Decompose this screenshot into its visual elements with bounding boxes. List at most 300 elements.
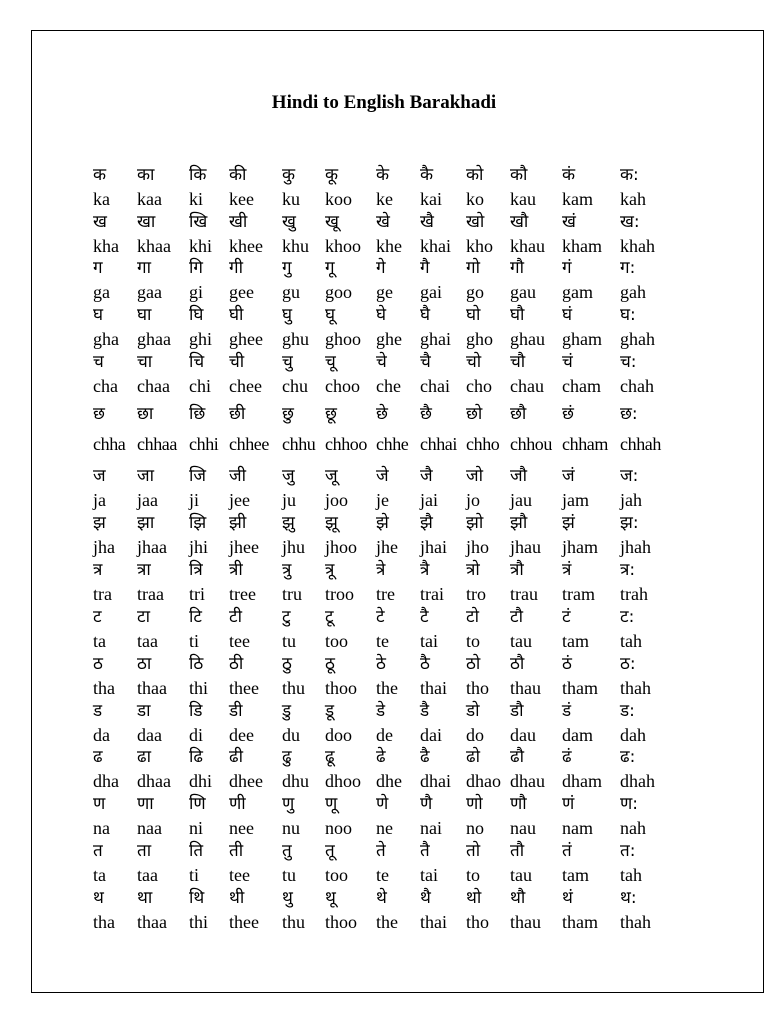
english-transliteration: goo bbox=[325, 282, 352, 302]
english-transliteration: chai bbox=[420, 376, 450, 396]
english-transliteration: thai bbox=[420, 912, 447, 932]
hindi-syllable: थु bbox=[282, 888, 293, 908]
english-transliteration: the bbox=[376, 912, 398, 932]
hindi-syllable: तै bbox=[420, 841, 430, 861]
hindi-syllable: की bbox=[229, 165, 247, 185]
hindi-syllable: ड bbox=[93, 701, 103, 721]
hindi-syllable: घा bbox=[137, 305, 152, 325]
english-transliteration: choo bbox=[325, 376, 360, 396]
english-transliteration: ke bbox=[376, 189, 393, 209]
hindi-syllable: छं bbox=[562, 404, 574, 424]
hindi-syllable: ति bbox=[189, 841, 204, 861]
english-transliteration: jhau bbox=[510, 537, 541, 557]
english-transliteration: te bbox=[376, 631, 389, 651]
english-transliteration: ti bbox=[189, 865, 200, 885]
hindi-syllable: गे bbox=[376, 258, 386, 278]
english-transliteration: ghi bbox=[189, 329, 213, 349]
hindi-syllable: ठू bbox=[325, 654, 335, 674]
english-transliteration: khe bbox=[376, 236, 402, 256]
hindi-syllable: झो bbox=[466, 513, 484, 533]
english-transliteration: ghu bbox=[282, 329, 309, 349]
english-transliteration: dau bbox=[510, 725, 536, 745]
hindi-syllable: छु bbox=[282, 404, 294, 424]
hindi-syllable: तौ bbox=[510, 841, 525, 861]
hindi-syllable: खै bbox=[420, 212, 434, 232]
hindi-syllable: णो bbox=[466, 794, 483, 814]
hindi-syllable: थी bbox=[229, 888, 245, 908]
hindi-syllable: णे bbox=[376, 794, 389, 814]
hindi-syllable: झौ bbox=[510, 513, 528, 533]
english-transliteration: traa bbox=[137, 584, 164, 604]
english-transliteration: chah bbox=[620, 376, 654, 396]
english-transliteration: chham bbox=[562, 434, 608, 454]
hindi-syllable: ढी bbox=[229, 747, 243, 767]
english-transliteration: khah bbox=[620, 236, 655, 256]
english-transliteration: kee bbox=[229, 189, 254, 209]
english-transliteration: chau bbox=[510, 376, 544, 396]
hindi-syllable: थं bbox=[562, 888, 573, 908]
hindi-syllable: चि bbox=[189, 352, 205, 372]
english-transliteration: di bbox=[189, 725, 204, 745]
english-transliteration: chhaa bbox=[137, 434, 177, 454]
hindi-syllable: जी bbox=[229, 466, 247, 486]
hindi-syllable: छो bbox=[466, 404, 483, 424]
english-transliteration: tro bbox=[466, 584, 486, 604]
english-transliteration: thau bbox=[510, 912, 541, 932]
english-transliteration: ju bbox=[282, 490, 297, 510]
english-transliteration: khaa bbox=[137, 236, 171, 256]
hindi-syllable: ठे bbox=[376, 654, 386, 674]
english-transliteration: dah bbox=[620, 725, 646, 745]
english-transliteration: tho bbox=[466, 678, 490, 698]
english-transliteration: dham bbox=[562, 771, 602, 791]
english-transliteration: chha bbox=[93, 434, 126, 454]
english-transliteration: ti bbox=[189, 631, 200, 651]
english-transliteration: dhee bbox=[229, 771, 263, 791]
english-transliteration: thi bbox=[189, 912, 209, 932]
english-transliteration: ta bbox=[93, 865, 106, 885]
english-transliteration: kha bbox=[93, 236, 119, 256]
english-transliteration: thi bbox=[189, 678, 209, 698]
hindi-syllable: ठ bbox=[93, 654, 103, 674]
english-transliteration: te bbox=[376, 865, 389, 885]
english-transliteration: trai bbox=[420, 584, 444, 604]
hindi-syllable: ग bbox=[93, 258, 103, 278]
english-transliteration: thu bbox=[282, 912, 306, 932]
english-transliteration: jhu bbox=[282, 537, 306, 557]
hindi-syllable: त bbox=[93, 841, 103, 861]
hindi-syllable: त: bbox=[620, 841, 636, 861]
hindi-syllable: त्र bbox=[93, 560, 103, 580]
english-transliteration: cho bbox=[466, 376, 492, 396]
hindi-syllable: जू bbox=[325, 466, 338, 486]
hindi-syllable: त्रै bbox=[420, 560, 430, 580]
english-transliteration: tho bbox=[466, 912, 490, 932]
hindi-syllable: णै bbox=[420, 794, 433, 814]
english-transliteration: thah bbox=[620, 912, 651, 932]
hindi-syllable: जा bbox=[137, 466, 155, 486]
hindi-syllable: ढो bbox=[466, 747, 480, 767]
english-transliteration: nau bbox=[510, 818, 536, 838]
english-transliteration: tah bbox=[620, 631, 642, 651]
english-transliteration: do bbox=[466, 725, 484, 745]
english-transliteration: jham bbox=[562, 537, 598, 557]
english-transliteration: ki bbox=[189, 189, 204, 209]
english-transliteration: dhai bbox=[420, 771, 451, 791]
hindi-syllable: ड: bbox=[620, 701, 635, 721]
hindi-syllable: झु bbox=[282, 513, 295, 533]
hindi-syllable: घौ bbox=[510, 305, 525, 325]
english-transliteration: khu bbox=[282, 236, 309, 256]
hindi-syllable: जै bbox=[420, 466, 433, 486]
english-transliteration: gau bbox=[510, 282, 536, 302]
english-transliteration: ghah bbox=[620, 329, 655, 349]
hindi-syllable: टि bbox=[189, 607, 202, 627]
english-transliteration: je bbox=[376, 490, 389, 510]
hindi-syllable: कु bbox=[282, 165, 296, 185]
hindi-syllable: ण: bbox=[620, 794, 639, 814]
hindi-syllable: ठु bbox=[282, 654, 292, 674]
english-transliteration: jhai bbox=[420, 537, 447, 557]
english-transliteration: tri bbox=[189, 584, 205, 604]
hindi-syllable: ठौ bbox=[510, 654, 525, 674]
hindi-syllable: खू bbox=[325, 212, 339, 232]
english-transliteration: kaa bbox=[137, 189, 162, 209]
english-transliteration: chhi bbox=[189, 434, 219, 454]
hindi-syllable: क: bbox=[620, 165, 639, 185]
english-transliteration: jho bbox=[466, 537, 490, 557]
english-transliteration: tha bbox=[93, 912, 115, 932]
hindi-syllable: त्रा bbox=[137, 560, 151, 580]
hindi-syllable: घो bbox=[466, 305, 481, 325]
hindi-syllable: त्रु bbox=[282, 560, 292, 580]
hindi-syllable: गौ bbox=[510, 258, 524, 278]
english-transliteration: thoo bbox=[325, 678, 358, 698]
hindi-syllable: डु bbox=[282, 701, 292, 721]
hindi-syllable: डी bbox=[229, 701, 243, 721]
english-transliteration: jhe bbox=[376, 537, 398, 557]
hindi-syllable: ढं bbox=[562, 747, 572, 767]
hindi-syllable: त्री bbox=[229, 560, 243, 580]
english-transliteration: doo bbox=[325, 725, 352, 745]
english-transliteration: ghe bbox=[376, 329, 402, 349]
hindi-syllable: क bbox=[93, 165, 107, 185]
hindi-syllable: चु bbox=[282, 352, 293, 372]
hindi-syllable: झे bbox=[376, 513, 389, 533]
english-transliteration: tee bbox=[229, 865, 250, 885]
english-transliteration: dhao bbox=[466, 771, 501, 791]
hindi-syllable: ठं bbox=[562, 654, 572, 674]
english-transliteration: gah bbox=[620, 282, 646, 302]
english-transliteration: khi bbox=[189, 236, 213, 256]
english-transliteration: gha bbox=[93, 329, 119, 349]
hindi-syllable: को bbox=[466, 165, 484, 185]
english-transliteration: cham bbox=[562, 376, 601, 396]
hindi-syllable: खो bbox=[466, 212, 485, 232]
english-transliteration: jhoo bbox=[325, 537, 358, 557]
hindi-syllable: ठो bbox=[466, 654, 481, 674]
hindi-syllable: कं bbox=[562, 165, 576, 185]
hindi-syllable: ती bbox=[229, 841, 244, 861]
hindi-syllable: टौ bbox=[510, 607, 523, 627]
hindi-syllable: थ bbox=[93, 888, 104, 908]
hindi-syllable: ठी bbox=[229, 654, 244, 674]
hindi-syllable: ट: bbox=[620, 607, 635, 627]
english-transliteration: kam bbox=[562, 189, 593, 209]
english-transliteration: gee bbox=[229, 282, 254, 302]
hindi-syllable: चे bbox=[376, 352, 387, 372]
english-transliteration: da bbox=[93, 725, 110, 745]
hindi-syllable: गी bbox=[229, 258, 243, 278]
english-transliteration: thu bbox=[282, 678, 306, 698]
hindi-syllable: का bbox=[137, 165, 155, 185]
english-transliteration: chho bbox=[466, 434, 500, 454]
english-transliteration: chaa bbox=[137, 376, 170, 396]
hindi-syllable: खु bbox=[282, 212, 296, 232]
english-transliteration: dhah bbox=[620, 771, 655, 791]
hindi-syllable: थौ bbox=[510, 888, 526, 908]
hindi-syllable: डं bbox=[562, 701, 572, 721]
english-transliteration: ga bbox=[93, 282, 110, 302]
english-transliteration: kham bbox=[562, 236, 602, 256]
english-transliteration: ghee bbox=[229, 329, 263, 349]
hindi-syllable: जि bbox=[189, 466, 207, 486]
english-transliteration: gam bbox=[562, 282, 593, 302]
english-transliteration: ta bbox=[93, 631, 106, 651]
english-transliteration: jai bbox=[420, 490, 438, 510]
hindi-syllable: छ: bbox=[620, 404, 638, 424]
english-transliteration: to bbox=[466, 865, 481, 885]
english-transliteration: chhah bbox=[620, 434, 661, 454]
english-transliteration: ghau bbox=[510, 329, 545, 349]
english-transliteration: ghoo bbox=[325, 329, 361, 349]
hindi-syllable: झै bbox=[420, 513, 433, 533]
hindi-syllable: णु bbox=[282, 794, 295, 814]
hindi-syllable: त्रो bbox=[466, 560, 480, 580]
english-transliteration: nu bbox=[282, 818, 300, 838]
english-transliteration: chi bbox=[189, 376, 211, 396]
hindi-syllable: घु bbox=[282, 305, 293, 325]
hindi-syllable: थू bbox=[325, 888, 336, 908]
hindi-syllable: झि bbox=[189, 513, 207, 533]
english-transliteration: koo bbox=[325, 189, 352, 209]
hindi-syllable: टा bbox=[137, 607, 150, 627]
english-transliteration: gai bbox=[420, 282, 442, 302]
english-transliteration: tra bbox=[93, 584, 112, 604]
english-transliteration: ghaa bbox=[137, 329, 171, 349]
hindi-syllable: जं bbox=[562, 466, 575, 486]
english-transliteration: too bbox=[325, 631, 349, 651]
hindi-syllable: त्रू bbox=[325, 560, 335, 580]
english-transliteration: dhu bbox=[282, 771, 309, 791]
hindi-syllable: डि bbox=[189, 701, 203, 721]
english-transliteration: jah bbox=[620, 490, 642, 510]
english-transliteration: kah bbox=[620, 189, 646, 209]
english-transliteration: tru bbox=[282, 584, 302, 604]
english-transliteration: nai bbox=[420, 818, 442, 838]
english-transliteration: de bbox=[376, 725, 393, 745]
hindi-syllable: कौ bbox=[510, 165, 528, 185]
english-transliteration: jhah bbox=[620, 537, 651, 557]
english-transliteration: tai bbox=[420, 631, 438, 651]
english-transliteration: jhi bbox=[189, 537, 209, 557]
hindi-syllable: छ bbox=[93, 404, 105, 424]
hindi-syllable: ढ bbox=[93, 747, 103, 767]
hindi-syllable: घ: bbox=[620, 305, 636, 325]
hindi-syllable: टं bbox=[562, 607, 571, 627]
english-transliteration: to bbox=[466, 631, 481, 651]
hindi-syllable: त्रं bbox=[562, 560, 572, 580]
hindi-syllable: ज bbox=[93, 466, 106, 486]
hindi-syllable: टु bbox=[282, 607, 291, 627]
hindi-syllable: त्रे bbox=[376, 560, 386, 580]
hindi-syllable: के bbox=[376, 165, 390, 185]
hindi-syllable: ठै bbox=[420, 654, 430, 674]
hindi-syllable: डै bbox=[420, 701, 430, 721]
hindi-syllable: गै bbox=[420, 258, 430, 278]
english-transliteration: tam bbox=[562, 865, 589, 885]
english-transliteration: joo bbox=[325, 490, 349, 510]
english-transliteration: tre bbox=[376, 584, 395, 604]
hindi-syllable: छी bbox=[229, 404, 246, 424]
hindi-syllable: टू bbox=[325, 607, 334, 627]
english-transliteration: dha bbox=[93, 771, 119, 791]
english-transliteration: go bbox=[466, 282, 484, 302]
hindi-syllable: गि bbox=[189, 258, 203, 278]
hindi-syllable: ट bbox=[93, 607, 102, 627]
hindi-syllable: डे bbox=[376, 701, 386, 721]
hindi-syllable: छि bbox=[189, 404, 206, 424]
english-transliteration: thaa bbox=[137, 912, 167, 932]
hindi-syllable: चं bbox=[562, 352, 573, 372]
english-transliteration: nee bbox=[229, 818, 254, 838]
english-transliteration: tam bbox=[562, 631, 589, 651]
english-transliteration: ko bbox=[466, 189, 484, 209]
hindi-syllable: णि bbox=[189, 794, 206, 814]
english-transliteration: kau bbox=[510, 189, 536, 209]
hindi-syllable: त्रौ bbox=[510, 560, 524, 580]
hindi-syllable: कू bbox=[325, 165, 339, 185]
english-transliteration: too bbox=[325, 865, 349, 885]
english-transliteration: tee bbox=[229, 631, 250, 651]
hindi-syllable: खौ bbox=[510, 212, 529, 232]
english-transliteration: kho bbox=[466, 236, 493, 256]
hindi-syllable: णी bbox=[229, 794, 246, 814]
english-transliteration: ku bbox=[282, 189, 300, 209]
hindi-syllable: ज: bbox=[620, 466, 639, 486]
english-transliteration: dai bbox=[420, 725, 442, 745]
hindi-syllable: डो bbox=[466, 701, 480, 721]
hindi-syllable: ढौ bbox=[510, 747, 524, 767]
hindi-syllable: ढु bbox=[282, 747, 292, 767]
english-transliteration: khai bbox=[420, 236, 451, 256]
english-transliteration: gho bbox=[466, 329, 493, 349]
english-transliteration: thaa bbox=[137, 678, 167, 698]
hindi-syllable: ते bbox=[376, 841, 386, 861]
english-transliteration: thoo bbox=[325, 912, 358, 932]
english-transliteration: tai bbox=[420, 865, 438, 885]
hindi-syllable: चा bbox=[137, 352, 153, 372]
hindi-syllable: तो bbox=[466, 841, 481, 861]
hindi-syllable: खं bbox=[562, 212, 576, 232]
hindi-syllable: जु bbox=[282, 466, 295, 486]
hindi-syllable: कि bbox=[189, 165, 207, 185]
english-transliteration: ji bbox=[189, 490, 200, 510]
english-transliteration: tau bbox=[510, 865, 532, 885]
hindi-syllable: छे bbox=[376, 404, 388, 424]
hindi-syllable: घै bbox=[420, 305, 431, 325]
hindi-syllable: डू bbox=[325, 701, 335, 721]
hindi-syllable: तु bbox=[282, 841, 292, 861]
hindi-syllable: घि bbox=[189, 305, 204, 325]
hindi-syllable: घू bbox=[325, 305, 336, 325]
hindi-syllable: थ: bbox=[620, 888, 637, 908]
hindi-syllable: खा bbox=[137, 212, 156, 232]
hindi-syllable: छू bbox=[325, 404, 337, 424]
hindi-syllable: चू bbox=[325, 352, 336, 372]
hindi-syllable: कै bbox=[420, 165, 434, 185]
hindi-syllable: टै bbox=[420, 607, 429, 627]
english-transliteration: che bbox=[376, 376, 401, 396]
hindi-syllable: तं bbox=[562, 841, 572, 861]
hindi-syllable: तू bbox=[325, 841, 335, 861]
hindi-syllable: घे bbox=[376, 305, 387, 325]
english-transliteration: the bbox=[376, 678, 398, 698]
english-transliteration: nah bbox=[620, 818, 646, 838]
hindi-syllable: ढू bbox=[325, 747, 335, 767]
english-transliteration: chhe bbox=[376, 434, 409, 454]
english-transliteration: ka bbox=[93, 189, 110, 209]
hindi-syllable: ता bbox=[137, 841, 152, 861]
english-transliteration: dhau bbox=[510, 771, 545, 791]
hindi-syllable: ढ: bbox=[620, 747, 636, 767]
english-transliteration: trau bbox=[510, 584, 538, 604]
english-transliteration: thah bbox=[620, 678, 651, 698]
english-transliteration: gu bbox=[282, 282, 300, 302]
english-transliteration: thee bbox=[229, 678, 259, 698]
hindi-syllable: ठ: bbox=[620, 654, 636, 674]
english-transliteration: thee bbox=[229, 912, 259, 932]
english-transliteration: tham bbox=[562, 912, 598, 932]
hindi-syllable: घी bbox=[229, 305, 244, 325]
english-transliteration: khee bbox=[229, 236, 263, 256]
hindi-syllable: ढि bbox=[189, 747, 203, 767]
english-transliteration: taa bbox=[137, 631, 158, 651]
english-transliteration: ni bbox=[189, 818, 204, 838]
english-transliteration: nam bbox=[562, 818, 593, 838]
hindi-syllable: जे bbox=[376, 466, 389, 486]
hindi-syllable: ण bbox=[93, 794, 106, 814]
english-transliteration: chhee bbox=[229, 434, 269, 454]
hindi-syllable: णं bbox=[562, 794, 575, 814]
hindi-syllable: खे bbox=[376, 212, 390, 232]
hindi-syllable: च: bbox=[620, 352, 637, 372]
english-transliteration: ge bbox=[376, 282, 393, 302]
english-transliteration: jam bbox=[562, 490, 589, 510]
hindi-syllable: गू bbox=[325, 258, 335, 278]
hindi-syllable: डा bbox=[137, 701, 151, 721]
english-transliteration: trah bbox=[620, 584, 648, 604]
english-transliteration: naa bbox=[137, 818, 162, 838]
hindi-syllable: गा bbox=[137, 258, 151, 278]
hindi-syllable: ची bbox=[229, 352, 245, 372]
english-transliteration: kai bbox=[420, 189, 442, 209]
hindi-syllable: णौ bbox=[510, 794, 527, 814]
english-transliteration: tha bbox=[93, 678, 115, 698]
hindi-syllable: टो bbox=[466, 607, 479, 627]
english-transliteration: khoo bbox=[325, 236, 361, 256]
hindi-syllable: थै bbox=[420, 888, 431, 908]
